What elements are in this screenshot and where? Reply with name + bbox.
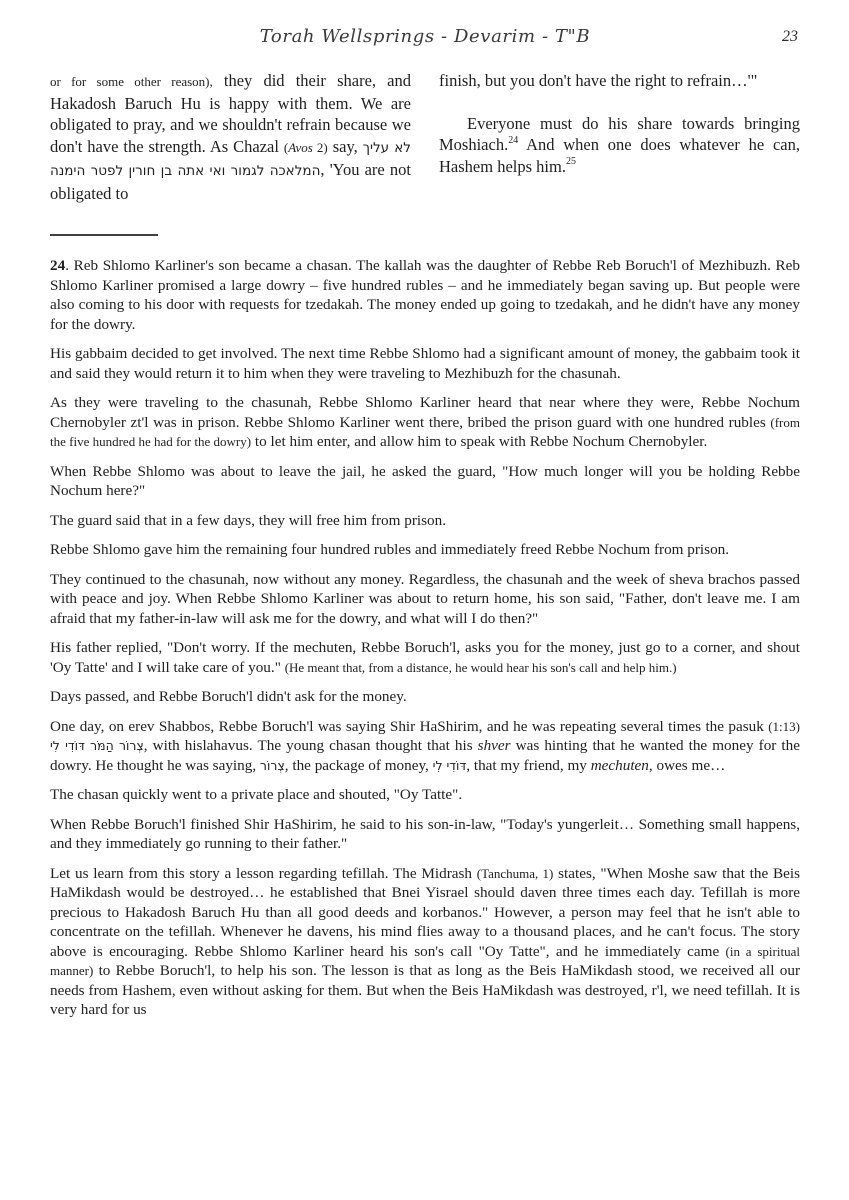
footnote-paragraph xyxy=(50,864,800,1020)
footnote-paragraph xyxy=(50,256,800,334)
text-segment: His father replied, "Don't worry. If the mechuten, Rebbe Boruch'l, asks you for the money, just go to a corner, and shout 'Oy Tatte' and I will take care of you." xyxy=(50,639,800,676)
citation-paren: ( xyxy=(283,139,289,155)
right-column xyxy=(439,70,800,222)
footnote-paragraph: Days passed, and Rebbe Boruch'l didn't ask for the money. xyxy=(50,688,407,705)
right-column-paragraph: finish, but you don't have the right to refrain…'" xyxy=(439,71,758,90)
text-segment: to Rebbe Boruch'l, to help his son. The lesson is that as long as the Beis HaMikdash stood, we received all our needs from Hashem, even without asking for them. But when the Beis HaMikdash was destroyed, r'l, we need tefillah. It is very hard for us xyxy=(50,962,800,1018)
footnote-paragraph: When Rebbe Shlomo was about to leave the jail, he asked the guard, "How much longer will you be holding Rebbe Nochum here?" xyxy=(50,462,800,499)
citation-source: (Tanchuma, 1) xyxy=(476,865,554,881)
text-segment: say, xyxy=(327,136,363,156)
text-segment: , the package of money, xyxy=(284,756,433,774)
right-column-paragraph xyxy=(439,113,800,178)
footnote-section xyxy=(50,256,800,1020)
left-column-paragraph xyxy=(50,70,411,205)
footnote-paragraph: His gabbaim decided to get involved. The next time Rebbe Shlomo had a significant amount of money, the gabbaim took it and said they would return it to him when they were traveling to Mezhibuzh for the chasunah. xyxy=(50,345,800,382)
parenthetical-note: (He meant that, from a distance, he would hear his son's call and help him.) xyxy=(284,659,677,675)
hebrew-verse: צְרוֹר הַמֹּר דּוֹדִי לִי xyxy=(50,738,144,753)
text-segment: One day, on erev Shabbos, Rebbe Boruch'l was saying Shir HaShirim, and he was repeating several times the pasuk xyxy=(50,717,769,735)
footnote-paragraph xyxy=(50,638,800,677)
page-header xyxy=(50,26,800,56)
text-segment: , owes me… xyxy=(648,756,726,774)
footnote-number: 24 xyxy=(50,257,66,274)
text-segment: states, "When Moshe saw that the Beis HaMikdash would be destroyed… he established that Bnei Yisrael should daven three times each day. Tefillah is more precious to Hakadosh Baruch Hu than all good deeds and korbanos." However, a person may feel that he isn't able to concentrate on the tefillah. Whenever he davens, his mind flies away to a thousand places, and he can't focus. The story above is encouraging. Rebbe Shlomo Karliner heard his son's call "Oy Tatte", and he immediately came xyxy=(50,864,800,960)
footnote-paragraph: The chasan quickly went to a private place and shouted, "Oy Tatte". xyxy=(50,786,463,803)
footnote-paragraph: When Rebbe Boruch'l finished Shir HaShirim, he said to his son-in-law, "Today's yungerleit… Something small happens, and they immediately go running to their father." xyxy=(50,815,800,852)
text-segment: As they were traveling to the chasunah, Rebbe Shlomo Karliner heard that near where they were, Rebbe Nochum Chernobyler zt'l was in prison. Rebbe Shlomo Karliner went there, bribed the prison guard with one hundred rubles xyxy=(50,394,800,431)
page-number: 23 xyxy=(782,28,798,45)
footnote-paragraph xyxy=(50,717,800,776)
hebrew-quote: לא עליך המלאכה לגמור ואי אתה בן חורין לפטר הימנה xyxy=(50,139,411,180)
footnote-separator xyxy=(50,234,158,236)
hebrew-word: דּוֹדִי לִי xyxy=(432,757,467,773)
text-segment: , with hislahavus. The young chasan thought that his xyxy=(143,737,478,754)
citation-paren: 2) xyxy=(312,139,328,155)
text-segment: , 'You are not obligated to xyxy=(50,160,412,203)
parenthetical-note: (from the five hundred he had for the dowry) xyxy=(50,414,800,449)
parenthetical-note: (in a spiritual manner) xyxy=(50,943,800,978)
text-segment-small: or for some other reason), xyxy=(50,74,213,89)
left-column xyxy=(50,70,411,222)
footnote-reference: 25 xyxy=(565,156,576,168)
text-segment: Let us learn from this story a lesson regarding tefillah. The Midrash xyxy=(50,864,477,882)
text-segment: , that my friend, my xyxy=(466,756,591,774)
footnote-paragraph: Rebbe Shlomo gave him the remaining four hundred rubles and immediately freed Rebbe Nochum from prison. xyxy=(50,541,730,558)
verse-reference: (1:13) xyxy=(768,718,800,734)
text-segment: was hinting that he wanted the money for the dowry. He thought he was saying, xyxy=(50,737,800,774)
text-segment: And when one does whatever he can, Hashem helps him. xyxy=(439,135,800,176)
citation-source: Avos xyxy=(288,139,313,155)
footnote-reference: 24 xyxy=(508,134,519,146)
footnote-paragraph xyxy=(50,393,800,452)
text-segment: to let him enter, and allow him to speak with Rebbe Nochum Chernobyler. xyxy=(251,433,708,450)
footnote-paragraph: The guard said that in a few days, they will free him from prison. xyxy=(50,511,447,529)
text-segment: . Reb Shlomo Karliner's son became a chasan. The kallah was the daughter of Rebbe Reb Boruch'l of Mezhibuzh. Reb Shlomo Karliner promised a large dowry – five hundred rubles – and he immediately began saving up. But people were also coming to his door with requests for tzedakah. The money ended up going to tzedakah, and he didn't have any money for the dowry. xyxy=(50,257,800,333)
footnote-paragraph: They continued to the chasunah, now without any money. Regardless, the chasunah and the week of sheva brachos passed with peace and joy. When Rebbe Shlomo Karliner was about to return home, his son said, "Father, don't leave me. I am afraid that my father-in-law will ask me for the dowry, and what will I do then?" xyxy=(50,570,800,627)
hebrew-word: צְרוֹר xyxy=(259,757,285,773)
italic-term: shver xyxy=(477,737,511,754)
text-segment: they did their share, and Hakadosh Baruch Hu is happy with them. We are obligated to pray, and we shouldn't refrain because we don't have the strength. As Chazal xyxy=(50,71,411,156)
text-segment: Everyone must do his share towards bringing Moshiach. xyxy=(439,113,800,155)
italic-term: mechuten xyxy=(590,756,649,774)
main-text-columns xyxy=(50,70,800,222)
page-title: Torah Wellsprings - Devarim - T"B xyxy=(259,26,591,47)
